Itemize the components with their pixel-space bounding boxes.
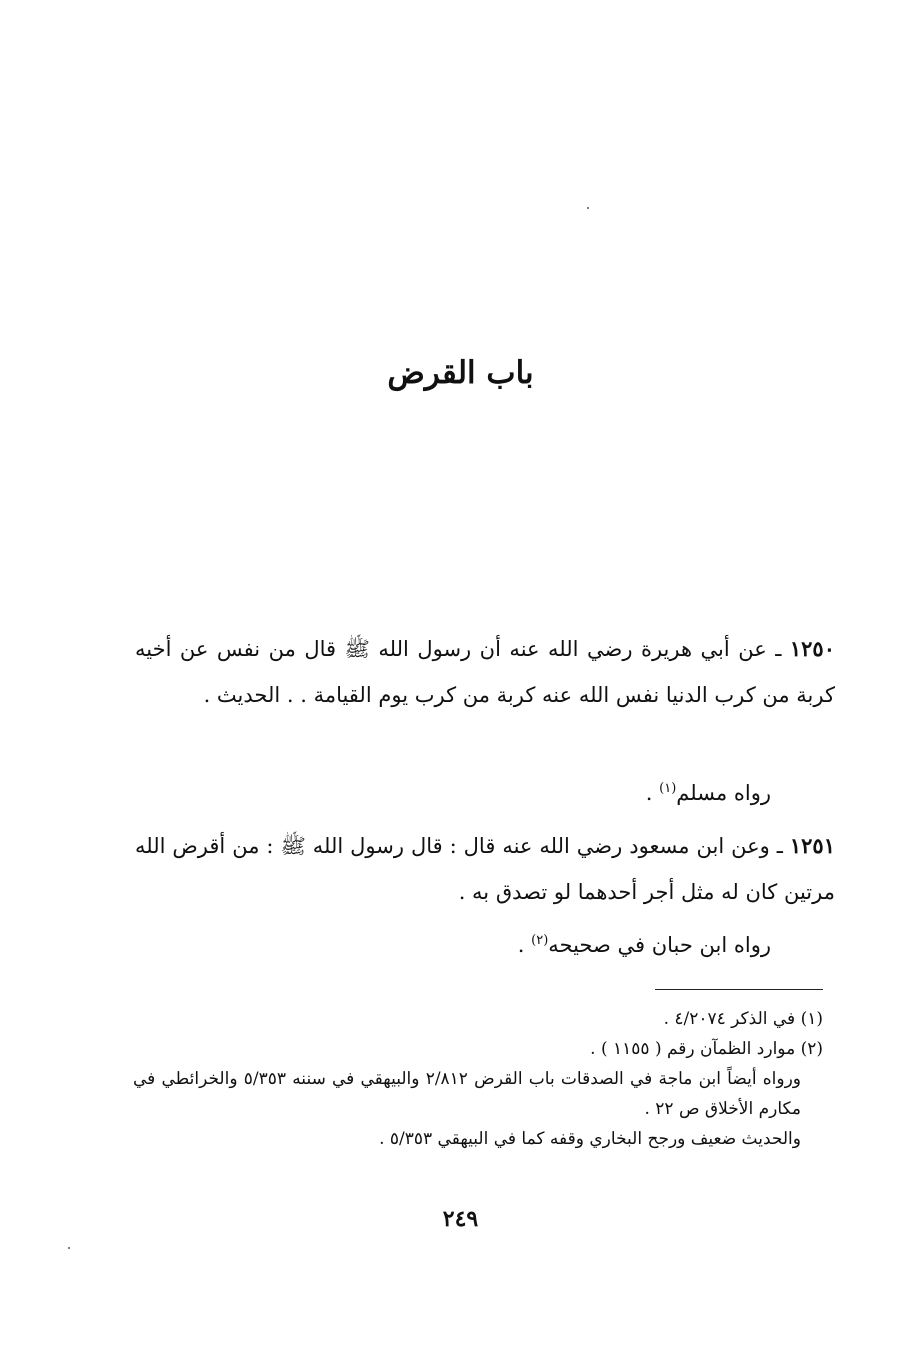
footnote-2-continuation: ورواه أيضاً ابن ماجة في الصدقات باب القرض ٢/٨١٢ والبيهقي في سننه ٥/٣٥٣ والخرائطي في مكارم الأخلاق ص ٢٢ . [133, 1069, 801, 1119]
chapter-title: باب القرض [387, 355, 534, 391]
footnote-2-grading: والحديث ضعيف ورجح البخاري وقفه كما في البيهقي ٥/٣٥٣ . [379, 1129, 801, 1149]
source-text: رواه ابن حبان في صحيحه [548, 933, 771, 957]
footnote-ref[interactable]: (١) [659, 781, 677, 796]
scan-speck [68, 1247, 70, 1249]
footnote-ref[interactable]: (٢) [531, 933, 549, 948]
hadith-1250-source [131, 770, 771, 816]
footnotes [133, 1004, 823, 1154]
source-end: . [645, 781, 660, 805]
hadith-1251-source [131, 922, 771, 968]
source-end: . [517, 933, 532, 957]
hadith-1251 [135, 823, 835, 915]
hadith-text: ـ وعن ابن مسعود رضي الله عنه قال : قال رسول الله ﷺ : من أقرض الله مرتين كان له مثل أجر أحدهما لو تصدق به . [135, 834, 835, 904]
hadith-text: ـ عن أبي هريرة رضي الله عنه أن رسول الله ﷺ قال من نفس عن أخيه كربة من كرب الدنيا نفس الله عنه كربة من كرب يوم القيامة . . الحديث . [135, 637, 835, 707]
scan-speck [587, 207, 589, 209]
page-number: ٢٤٩ [442, 1206, 479, 1232]
hadith-number: ١٢٥٠ [789, 636, 835, 661]
footnote-1: (١) في الذكر ٤/٢٠٧٤ . [663, 1009, 823, 1029]
footnote-2: (٢) موارد الظمآن رقم ( ١١٥٥ ) . [590, 1039, 823, 1059]
footnote-divider [655, 989, 823, 990]
hadith-number: ١٢٥١ [789, 833, 835, 858]
hadith-1250 [135, 626, 835, 718]
source-text: رواه مسلم [676, 781, 771, 805]
